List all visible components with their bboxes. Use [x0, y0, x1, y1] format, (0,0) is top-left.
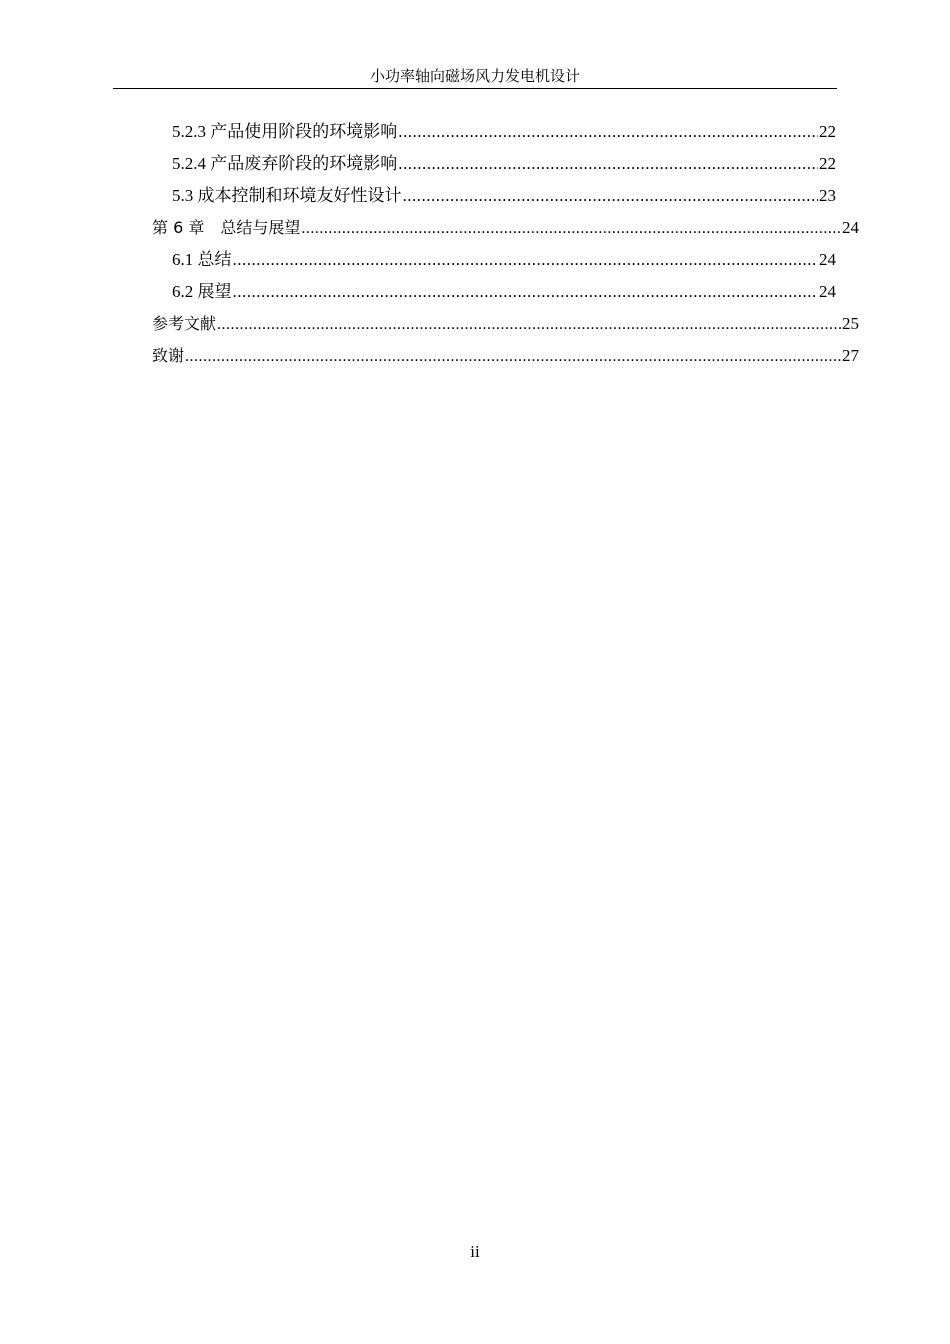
toc-entry-page: 24 — [819, 250, 836, 269]
toc-entry-page: 25 — [842, 314, 859, 333]
toc-entry-page: 24 — [842, 218, 859, 237]
dot-leader — [398, 116, 818, 148]
toc-entry[interactable] — [172, 244, 836, 276]
toc-entry[interactable] — [172, 180, 836, 212]
header-title: 小功率轴向磁场风力发电机设计 — [369, 69, 580, 85]
toc-entry[interactable] — [152, 340, 859, 372]
toc-entry-page: 22 — [819, 154, 836, 173]
toc-entry[interactable] — [152, 308, 859, 340]
dot-leader — [403, 180, 819, 212]
toc-entry[interactable] — [172, 148, 836, 180]
toc-entry-page: 24 — [819, 282, 836, 301]
toc-entry[interactable] — [152, 212, 859, 244]
toc-entry-title: 致谢 — [152, 346, 185, 365]
toc-entry-page: 27 — [842, 346, 859, 365]
toc-entry[interactable] — [172, 116, 836, 148]
dot-leader — [398, 148, 818, 180]
toc-entry-title: 6.2 展望 — [172, 282, 232, 301]
toc-entry[interactable] — [172, 276, 836, 308]
toc-entry-title: 第 6 章 总结与展望 — [152, 218, 301, 237]
dot-leader — [301, 213, 841, 245]
toc-entry-title: 5.2.3 产品使用阶段的环境影响 — [172, 122, 398, 141]
toc-entry-page: 22 — [819, 122, 836, 141]
toc-entry-title: 5.2.4 产品废弃阶段的环境影响 — [172, 154, 398, 173]
toc-entry-page: 23 — [819, 186, 836, 205]
toc-entry-title: 6.1 总结 — [172, 250, 232, 269]
toc-entry-title: 5.3 成本控制和环境友好性设计 — [172, 186, 402, 205]
dot-leader — [185, 341, 841, 373]
dot-leader — [233, 244, 819, 276]
toc-entry-title: 参考文献 — [152, 314, 217, 333]
dot-leader — [233, 276, 819, 308]
dot-leader — [217, 309, 841, 341]
header-rule — [113, 88, 837, 89]
page-number: ii — [470, 1242, 480, 1261]
